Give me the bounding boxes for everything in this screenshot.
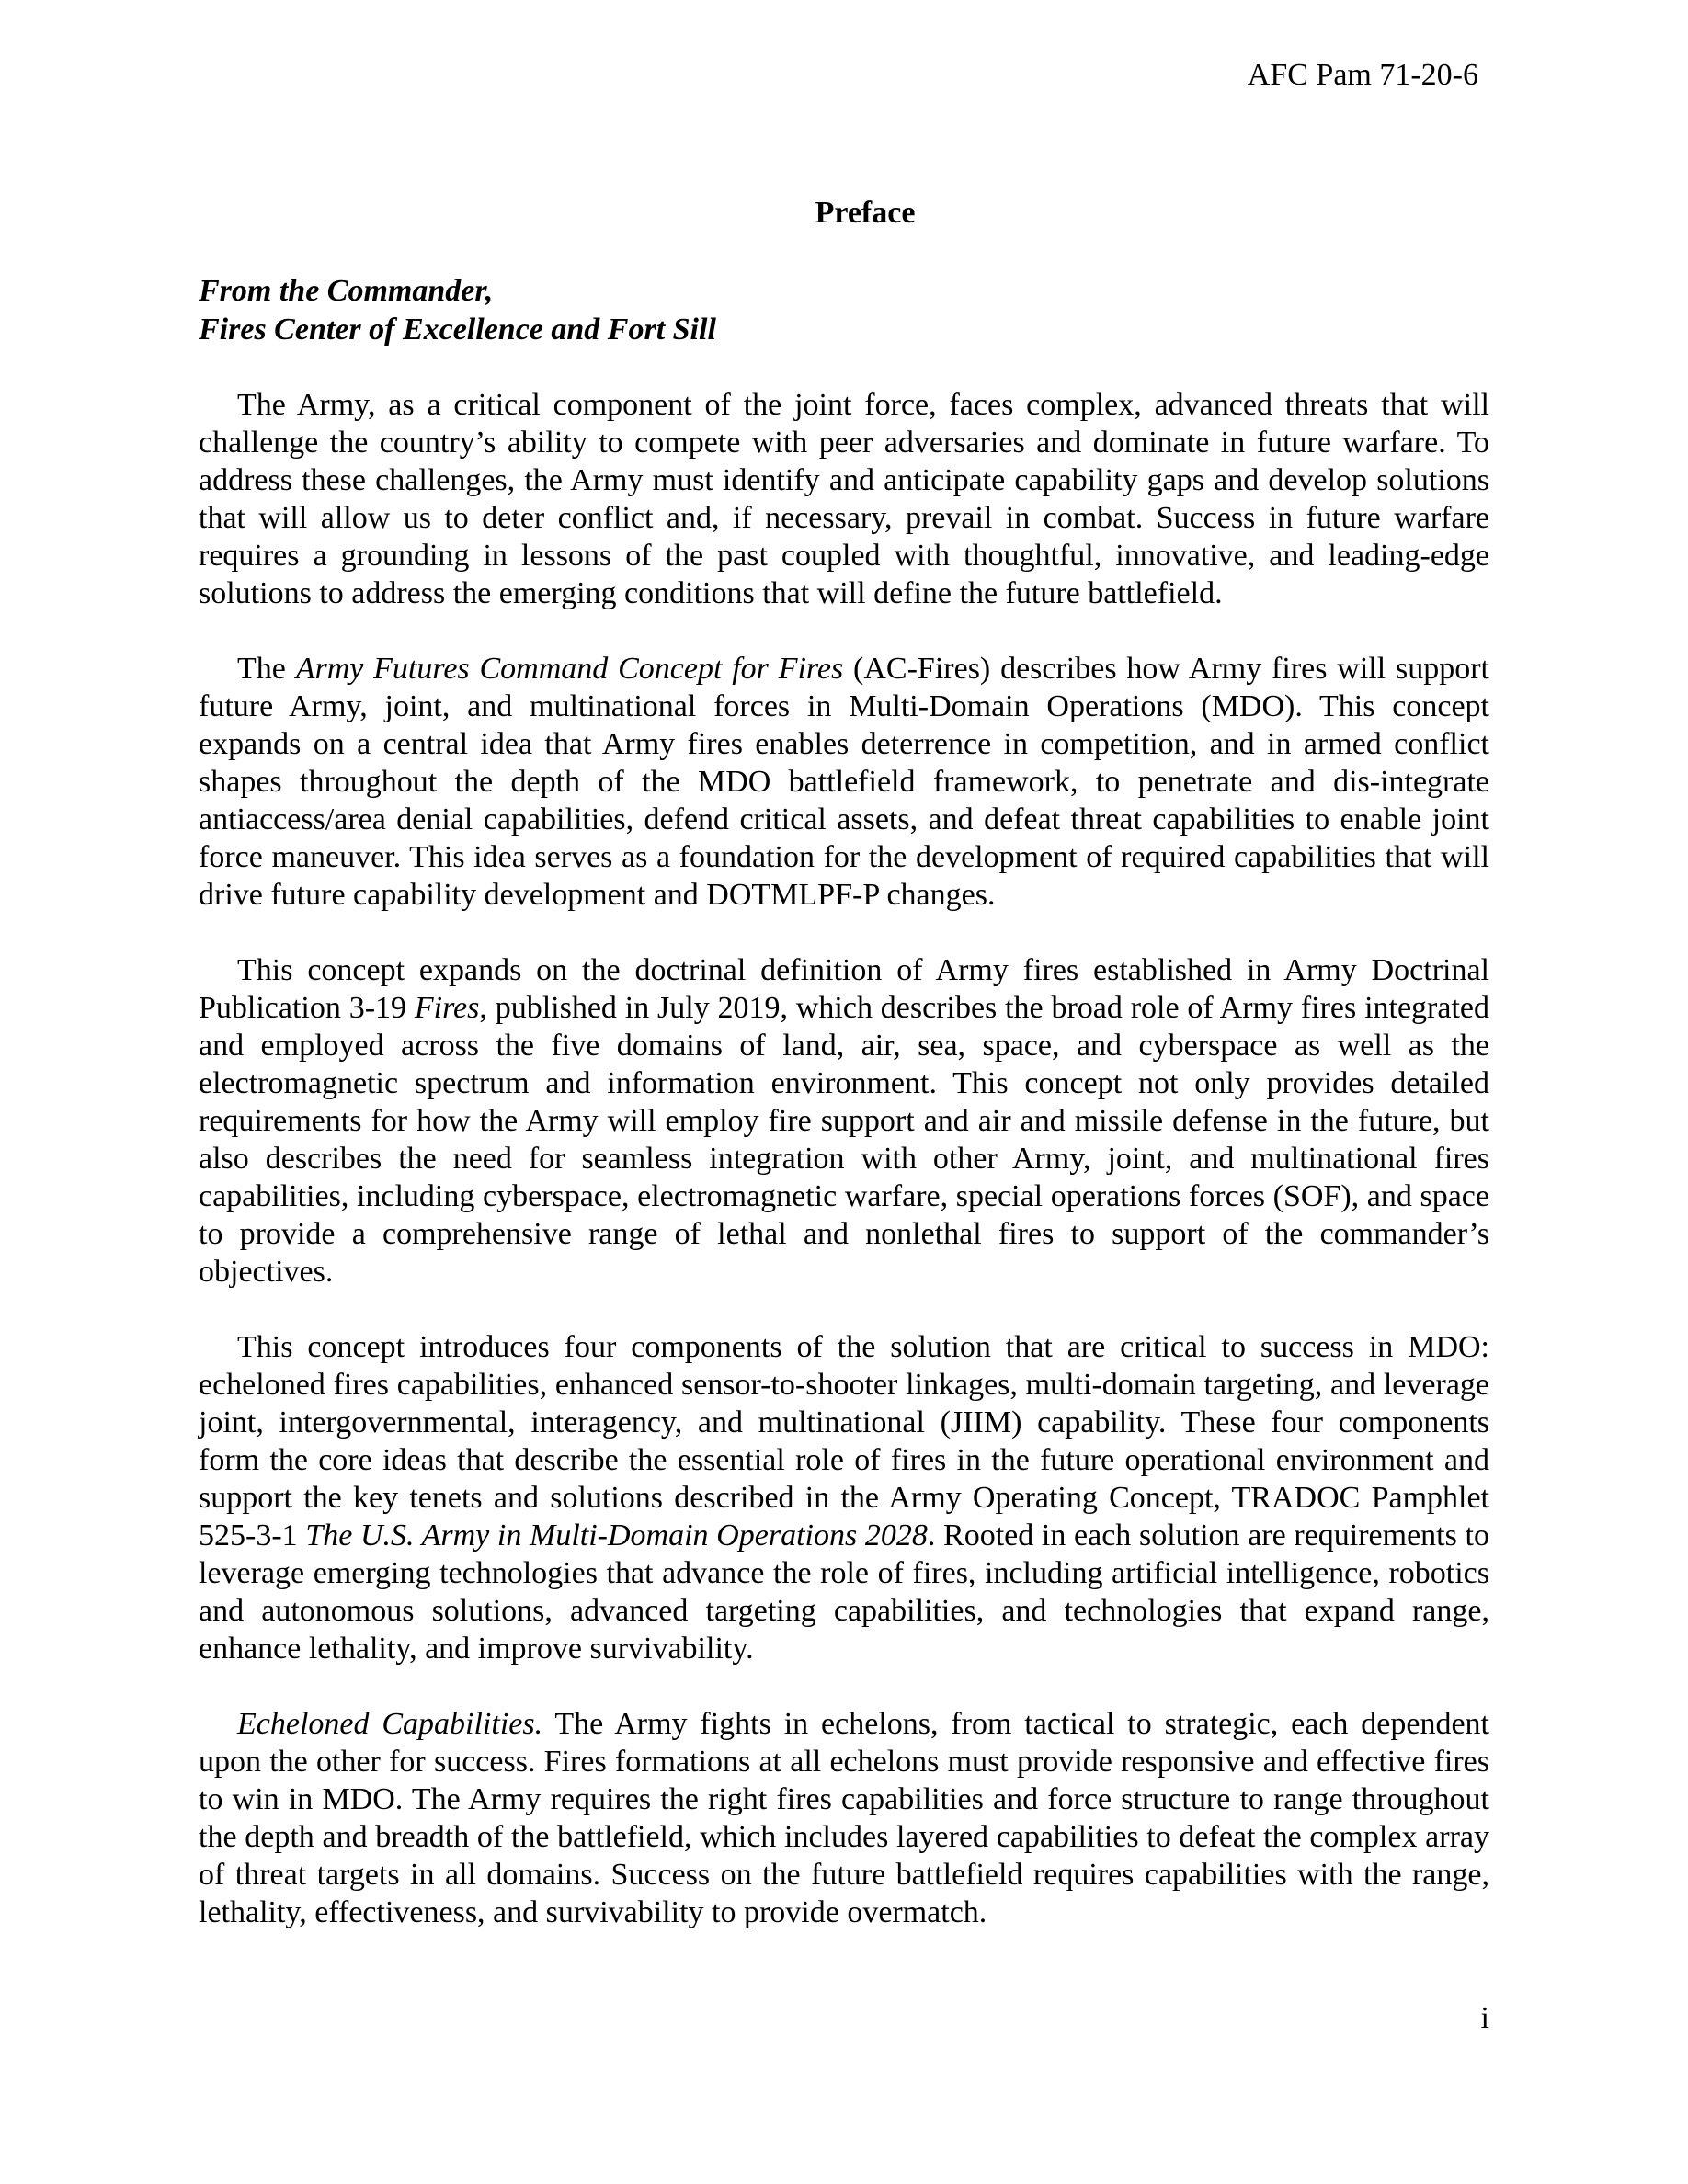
paragraph-2: [199, 650, 1489, 914]
paragraph-2-italic: Army Futures Command Concept for Fires: [295, 652, 844, 686]
paragraph-4: [199, 1328, 1489, 1667]
paragraph-4-italic: The U.S. Army in Multi-Domain Operations 2028: [305, 1519, 928, 1553]
paragraph-4-pre: This concept introduces four components of the solution that are critical to success in MDO: echeloned fires capabilities, enhanced sensor-to-shooter linkages, multi-domain targeting, and leverage joint, intergovernmental, interagency, and multinational (JIIM) capability. These four components form the core ideas that describe the essential role of fires in the future operational environment and support the key tenets and solutions described in the Army Operating Concept, TRADOC Pamphlet 525-3-1: [199, 1330, 1489, 1553]
paragraph-1-text: The Army, as a critical component of the joint force, faces complex, advanced threats that will challenge the country’s ability to compete with peer adversaries and dominate in future warfare. To address these challenges, the Army must identify and anticipate capability gaps and develop solutions that will allow us to deter conflict and, if necessary, prevail in combat. Success in future warfare requires a grounding in lessons of the past coupled with thoughtful, innovative, and leading-edge solutions to address the emerging conditions that will define the future battlefield.: [199, 388, 1489, 610]
paragraph-3-italic: Fires: [414, 991, 480, 1025]
paragraph-3: [199, 951, 1489, 1291]
from-line-1: From the Commander,: [199, 274, 494, 308]
paragraph-3-pre: This concept expands on the doctrinal definition of Army fires established in Army Doctrinal Publication 3-19: [199, 953, 1489, 1025]
paragraph-1: [199, 386, 1489, 612]
paragraph-4-post: . Rooted in each solution are requirements to leverage emerging technologies that advance the role of fires, including artificial intelligence, robotics and autonomous solutions, advanced targeting capabilities, and technologies that expand range, enhance lethality, and improve survivability.: [199, 1519, 1489, 1666]
page-title: Preface: [815, 196, 916, 230]
paragraph-5-italic-heading: Echeloned Capabilities.: [237, 1707, 543, 1741]
from-line-2: Fires Center of Excellence and Fort Sill: [199, 313, 716, 347]
paragraph-2-post: (AC-Fires) describes how Army fires will support future Army, joint, and multinational forces in Multi-Domain Operations (MDO). This concept expands on a central idea that Army fires enables deterrence in competition, and in armed conflict shapes throughout the depth of the MDO battlefield framework, to penetrate and dis-integrate antiaccess/area denial capabilities, defend critical assets, and defeat threat capabilities to enable joint force maneuver. This idea serves as a foundation for the development of required capabilities that will drive future capability development and DOTMLPF-P changes.: [199, 652, 1489, 912]
page-number: i: [1480, 2001, 1489, 2035]
paragraph-5-post: The Army fights in echelons, from tactical to strategic, each dependent upon the other for success. Fires formations at all echelons must provide responsive and effective fires to win in MDO. The Army requires the right fires capabilities and force structure to range throughout the depth and breadth of the battlefield, which includes layered capabilities to defeat the complex array of threat targets in all domains. Success on the future battlefield requires capabilities with the range, lethality, effectiveness, and survivability to provide overmatch.: [199, 1707, 1489, 1929]
document-reference: AFC Pam 71-20-6: [1247, 58, 1478, 92]
body-text: [199, 386, 1489, 1931]
paragraph-3-post: , published in July 2019, which describes the broad role of Army fires integrated and employed across the five domains of land, air, sea, space, and cyberspace as well as the electromagnetic spectrum and information environment. This concept not only provides detailed requirements for how the Army will employ fire support and air and missile defense in the future, but also describes the need for seamless integration with other Army, joint, and multinational fires capabilities, including cyberspace, electromagnetic warfare, special operations forces (SOF), and space to provide a comprehensive range of lethal and nonlethal fires to support of the commander’s objectives.: [199, 991, 1489, 1289]
from-block: [199, 272, 716, 349]
paragraph-5: [199, 1705, 1489, 1931]
paragraph-2-pre: The: [237, 652, 296, 686]
